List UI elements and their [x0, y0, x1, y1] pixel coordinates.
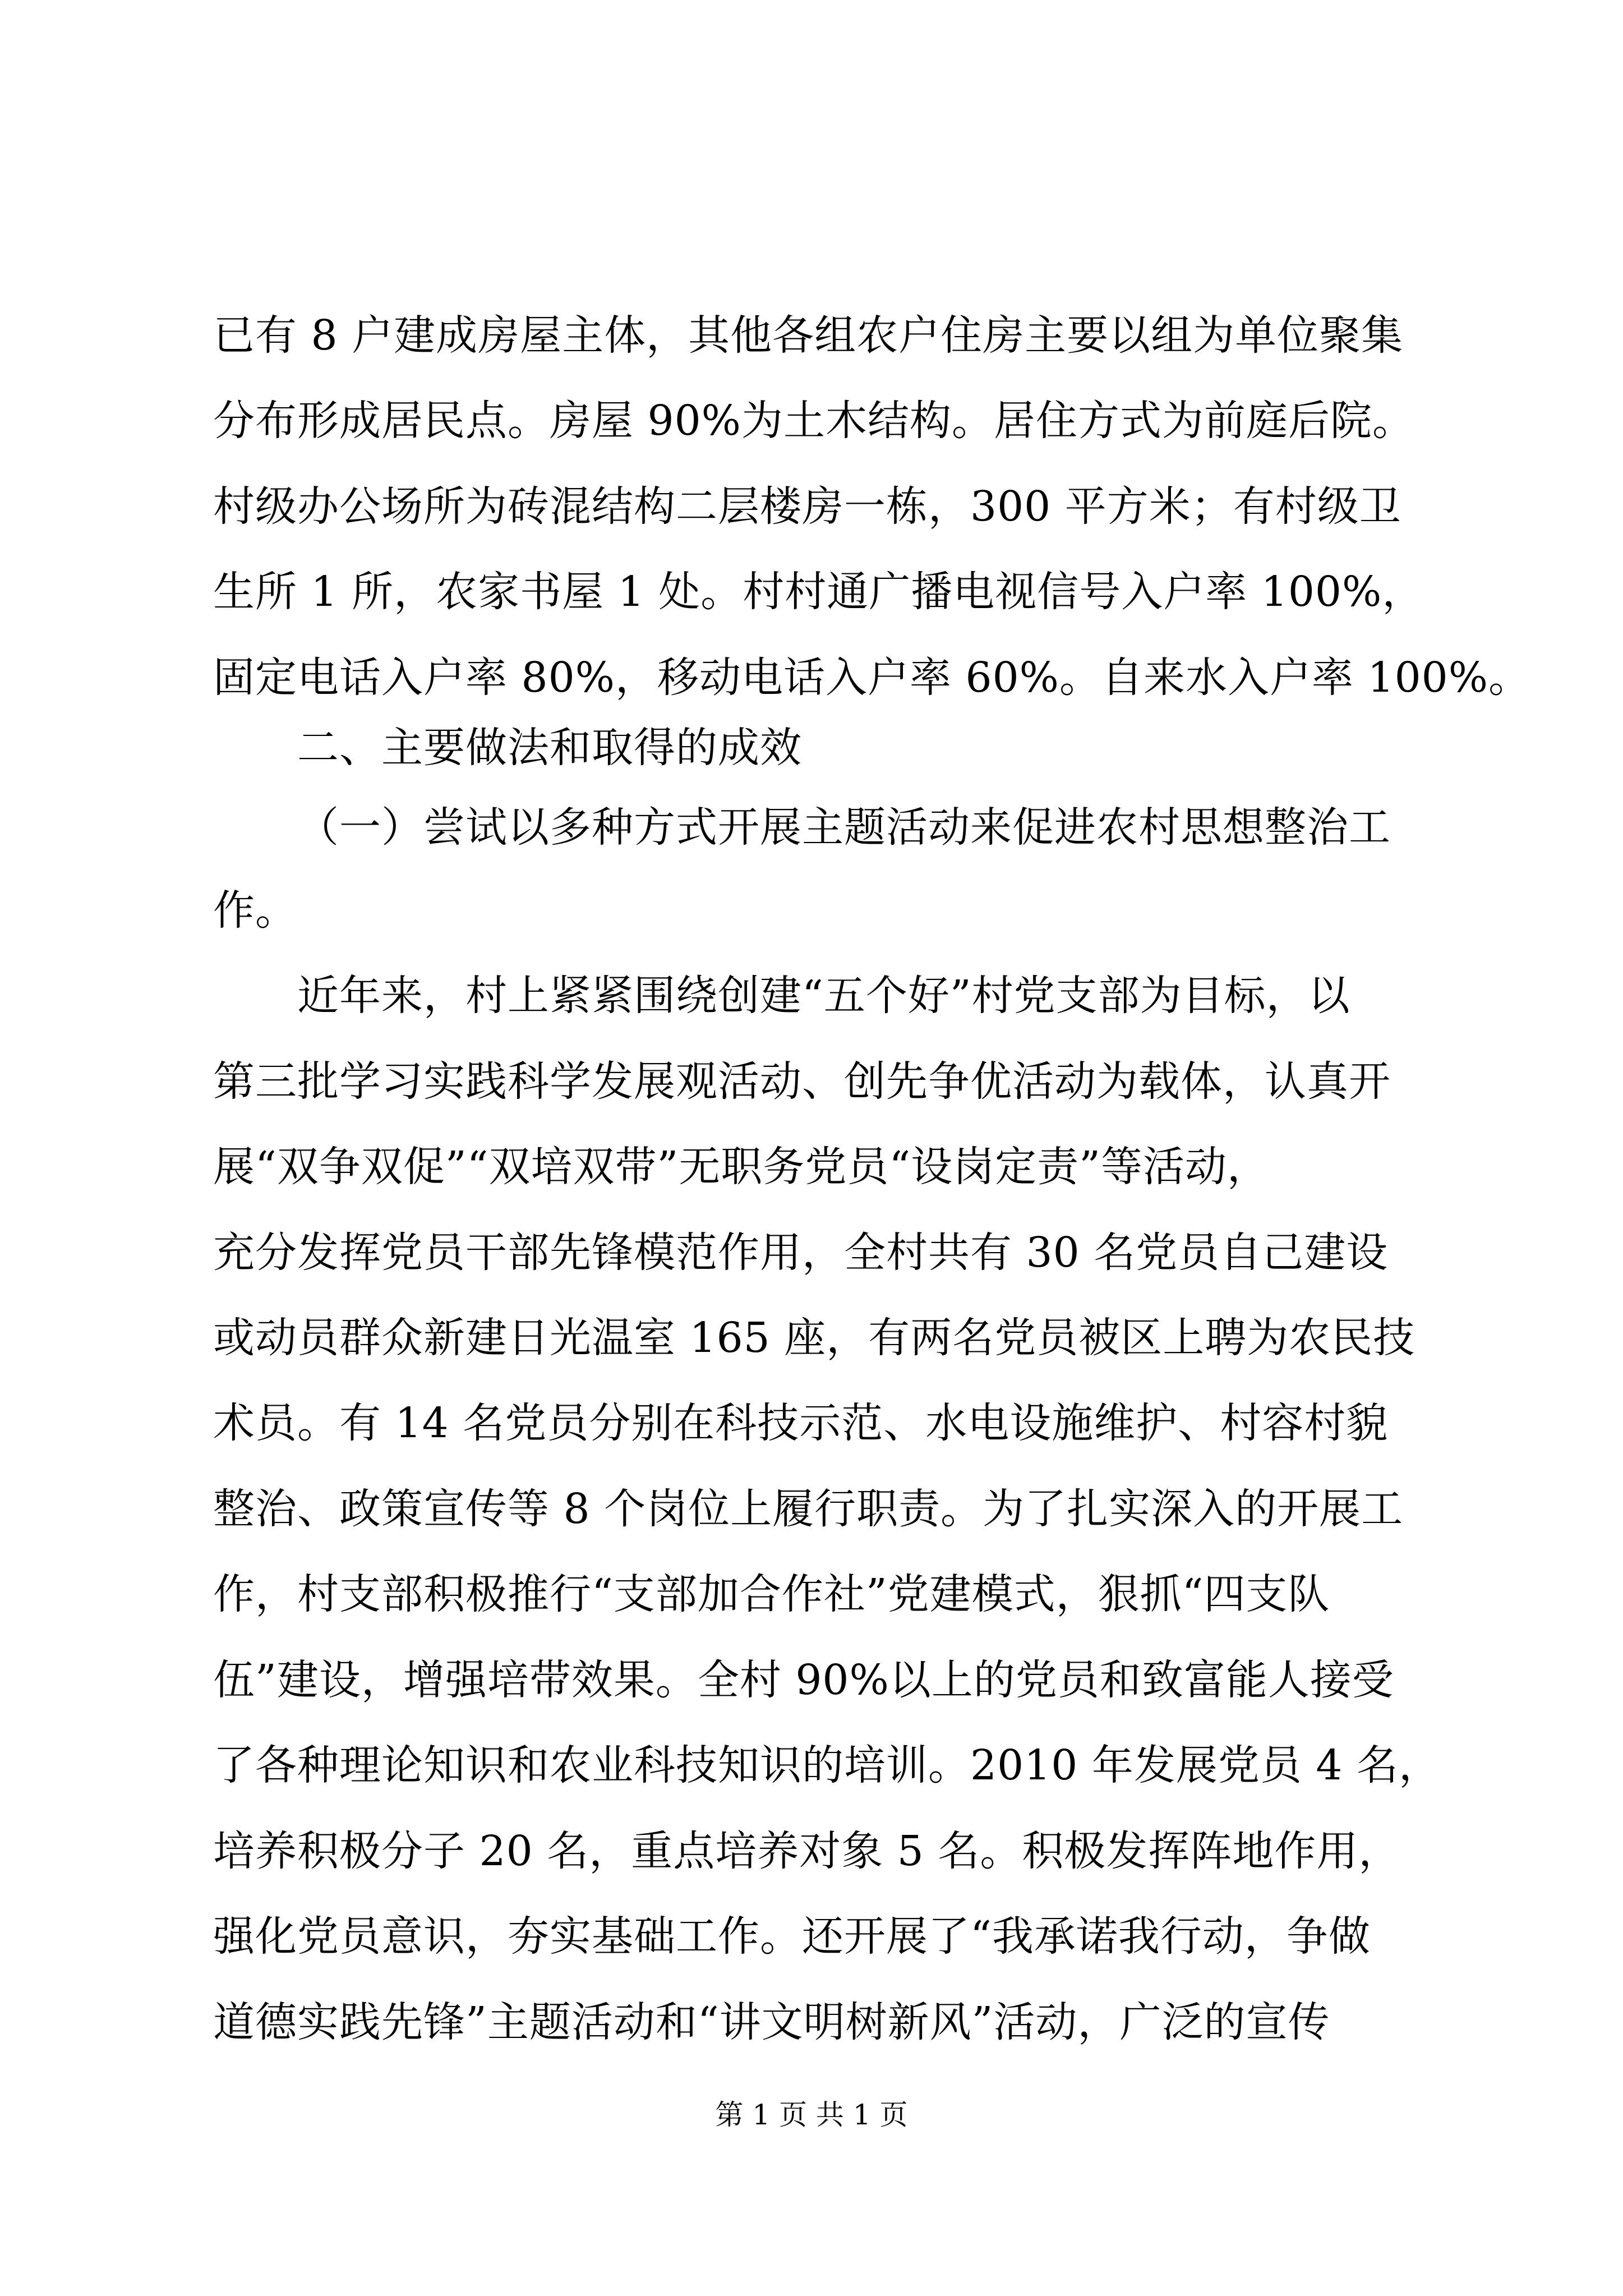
body-line: 术员。有 14 名党员分别在科技示范、水电设施维护、村容村貌 — [213, 1399, 1389, 1447]
body-line: 整治、政策宣传等 8 个岗位上履行职责。为了扎实深入的开展工 — [213, 1485, 1404, 1533]
body-line: 道德实践先锋”主题活动和“讲文明树新风”活动，广泛的宣传 — [213, 1998, 1330, 2046]
section-heading: 二、主要做法和取得的成效 — [297, 724, 802, 772]
page-number-footer: 第 1 页 共 1 页 — [715, 2099, 908, 2131]
subsection-heading-continued: 作。 — [213, 886, 297, 935]
body-line: 已有 8 户建成房屋主体，其他各组农户住房主要以组为单位聚集 — [213, 311, 1404, 360]
body-line: 固定电话入户率 80%，移动电话入户率 60%。自来水入户率 100%。 — [213, 654, 1531, 702]
body-line: 伍”建设，增强培带效果。全村 90%以上的党员和致富能人接受 — [213, 1656, 1394, 1704]
body-line: 村级办公场所为砖混结构二层楼房一栋，300 平方米；有村级卫 — [213, 482, 1401, 531]
body-line: 第三批学习实践科学发展观活动、创先争优活动为载体，认真开 — [213, 1057, 1391, 1106]
body-line: 展“双争双促”“双培双带”无职务党员“设岗定责”等活动， — [213, 1143, 1269, 1191]
body-line: 作，村支部积极推行“支部加合作社”党建模式，狠抓“四支队 — [213, 1570, 1330, 1618]
body-line: 近年来，村上紧紧围绕创建“五个好”村党支部为目标，以 — [297, 972, 1350, 1020]
body-line: 强化党员意识，夯实基础工作。还开展了“我承诺我行动，争做 — [213, 1912, 1371, 1961]
body-line: 培养积极分子 20 名，重点培养对象 5 名。积极发挥阵地作用， — [213, 1827, 1401, 1875]
subsection-heading: （一）尝试以多种方式开展主题活动来促进农村思想整治工 — [297, 803, 1391, 852]
body-line: 充分发挥党员干部先锋模范作用，全村共有 30 名党员自己建设 — [213, 1228, 1389, 1277]
body-line: 分布形成居民点。房屋 90%为土木结构。居住方式为前庭后院。 — [213, 397, 1414, 445]
body-line: 了各种理论知识和农业科技知识的培训。2010 年发展党员 4 名， — [213, 1741, 1441, 1789]
body-line: 生所 1 所，农家书屋 1 处。村村通广播电视信号入户率 100%， — [213, 568, 1424, 616]
body-line: 或动员群众新建日光温室 165 座，有两名党员被区上聘为农民技 — [213, 1314, 1415, 1362]
